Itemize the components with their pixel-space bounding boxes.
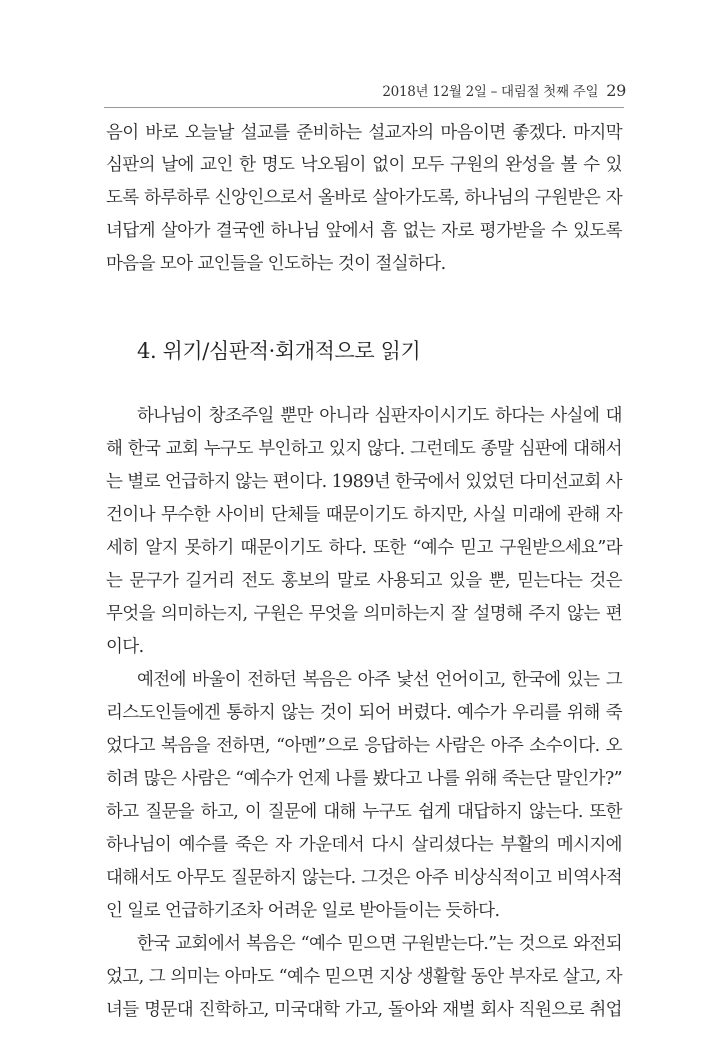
text-line: 하나님이 예수를 죽은 자 가운데서 다시 살리셨다는 부활의 메시지에 <box>106 835 622 855</box>
text-line: 무엇을 의미하는지, 구원은 무엇을 의미하는지 잘 설명해 주지 않는 편 <box>106 604 622 624</box>
running-head <box>382 80 626 100</box>
text-line: 도록 하루하루 신앙인으로서 올바로 살아가도록, 하나님의 구원받은 자 <box>106 188 622 208</box>
text-line: 는 별로 언급하지 않는 편이다. 1989년 한국에서 있었던 다미선교회 사 <box>106 472 622 492</box>
text-line: 히려 많은 사람은 “예수가 언제 나를 봤다고 나를 위해 죽는단 말인가?” <box>106 769 622 789</box>
text-line: 세히 알지 못하기 때문이기도 하다. 또한 “예수 믿고 구원받으세요”라 <box>106 538 622 558</box>
text-line: 한국 교회에서 복음은 “예수 믿으면 구원받는다.”는 것으로 와전되 <box>137 934 622 954</box>
text-line: 심판의 날에 교인 한 명도 낙오됨이 없이 모두 구원의 완성을 볼 수 있 <box>106 155 622 175</box>
text-line: 었다고 복음을 전하면, “아멘”으로 응답하는 사람은 아주 소수이다. 오 <box>106 736 622 756</box>
text-line: 건이나 무수한 사이비 단체들 때문이기도 하지만, 사실 미래에 관해 자 <box>106 505 622 525</box>
text-line: 리스도인들에겐 통하지 않는 것이 되어 버렸다. 예수가 우리를 위해 죽 <box>106 703 622 723</box>
text-line: 예전에 바울이 전하던 복음은 아주 낯선 언어이고, 한국에 있는 그 <box>137 670 622 690</box>
text-line: 인 일로 언급하기조차 어려운 일로 받아들이는 듯하다. <box>106 901 500 921</box>
header-rule <box>104 107 624 108</box>
text-line: 마음을 모아 교인들을 인도하는 것이 절실하다. <box>106 254 446 274</box>
running-title: 2018년 12월 2일 – 대림절 첫째 주일 <box>382 84 599 100</box>
text-line: 해 한국 교회 누구도 부인하고 있지 않다. 그런데도 종말 심판에 대해서 <box>106 439 622 459</box>
text-line: 녀답게 살아가 결국엔 하나님 앞에서 흠 없는 자로 평가받을 수 있도록 <box>106 221 622 241</box>
text-line: 대해서도 아무도 질문하지 않는다. 그것은 아주 비상식적이고 비역사적 <box>106 868 622 888</box>
text-line: 하고 질문을 하고, 이 질문에 대해 누구도 쉽게 대답하지 않는다. 또한 <box>106 802 622 822</box>
text-line: 음이 바로 오늘날 설교를 준비하는 설교자의 마음이면 좋겠다. 마지막 <box>106 123 622 143</box>
text-line: 는 문구가 길거리 전도 홍보의 말로 사용되고 있을 뿐, 믿는다는 것은 <box>106 571 622 591</box>
text-line: 하나님이 창조주일 뿐만 아니라 심판자이시기도 하다는 사실에 대 <box>137 406 622 426</box>
text-line: 었고, 그 의미는 아마도 “예수 믿으면 지상 생활할 동안 부자로 살고, 자 <box>106 967 622 987</box>
text-line: 녀들 명문대 진학하고, 미국대학 가고, 돌아와 재벌 회사 직원으로 취업 <box>106 1000 622 1020</box>
page-number: 29 <box>606 81 626 100</box>
text-line: 이다. <box>106 637 144 657</box>
section-heading: 4. 위기/심판적·회개적으로 읽기 <box>137 339 421 363</box>
